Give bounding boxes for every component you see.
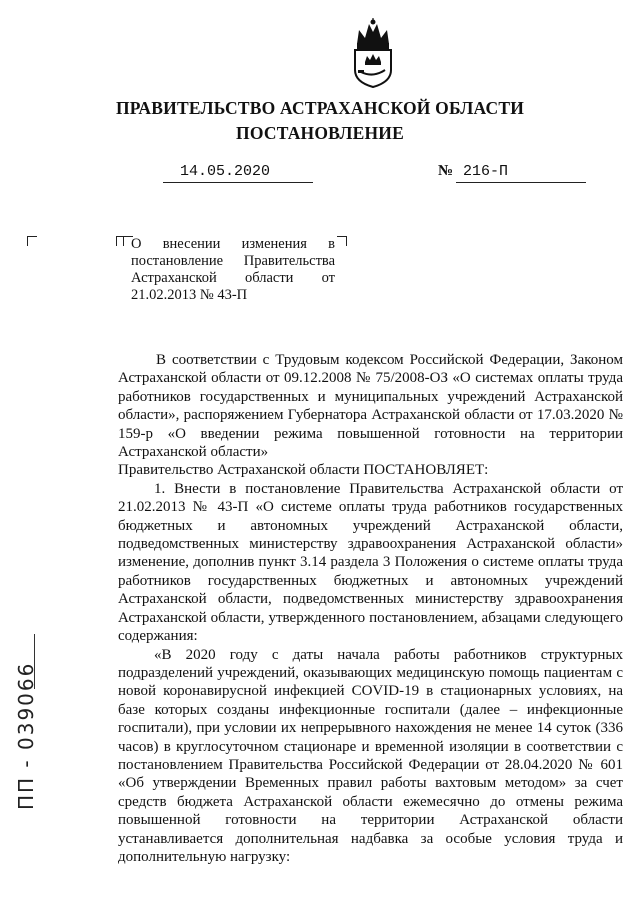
decree-line: Правительство Астраханской области ПОСТАНОВЛЯЕТ: [118,462,489,479]
document-body [118,351,623,866]
number-sign: № [438,163,454,179]
corner-bracket-left [27,236,37,246]
serial-stamp: ПП - 039066 [14,661,38,810]
astrakhan-coat-of-arms-icon [349,18,397,88]
item-1-paragraph: 1. Внести в постановление Правительства Астраханской области от 21.02.2013 № 43-П «О системе оплаты труда работников государственных бюджетных и автономных учреждений Астраханской области, подведомственных министерству здравоохранения Астраханской области» изменение, дополнив пункт 3.14 раздела 3 Положения о системе оплаты труда работников государственных бюджетных и автономных учреждений Астраханской области, подведомственных министерству здравоохранения Астраханской области, утвержденного постановлением, абзацами следующего содержания: [118,480,623,645]
subject-line: 21.02.2013 № 43-П [131,287,248,303]
document-date: 14.05.2020 [180,163,271,180]
document-type-title: ПОСТАНОВЛЕНИЕ [236,123,404,143]
subject-line: О внесении изменения в [131,236,335,252]
subject-line: постановление Правительства [131,253,335,269]
quote-paragraph: «В 2020 году с даты начала работы работников структурных подразделений учреждений, оказывающих медицинскую помощь пациентам с новой коронавирусной инфекцией COVID-19 в стационарных условиях, на базе которых созданы инфекционные госпитали (далее – инфекционные госпитали), при условии их непрерывного нахождения не менее 14 суток (336 часов) в круглосуточном стационаре и временной изоляции в соответствии с постановлением Правительства Российской Федерации от 28.04.2020 № 601 «Об утверждении Временных правил работы вахтовым методом» за счет средств бюджета Астраханской области ежемесячно до отмены режима повышенной готовности на территории Астраханской области устанавливается дополнительная надбавка за особые условия труда и дополнительную нагрузку: [118,646,623,865]
document-number: 216-П [463,163,509,180]
document-subject [131,236,335,304]
subject-line: Астраханской области от [131,270,335,286]
intro-paragraph: В соответствии с Трудовым кодексом Российской Федерации, Законом Астраханской области от 09.12.2008 № 75/2008-ОЗ «О системах оплаты труда работников государственных и муниципальных учреждений Астраханской области», распоряжением Губернатора Астраханской области от 17.03.2020 № 159-р «О введении режима повышенной готовности на территории Астраханской области» [118,352,623,461]
corner-bracket-right [337,236,347,246]
organization-title: ПРАВИТЕЛЬСТВО АСТРАХАНСКОЙ ОБЛАСТИ [115,98,525,118]
